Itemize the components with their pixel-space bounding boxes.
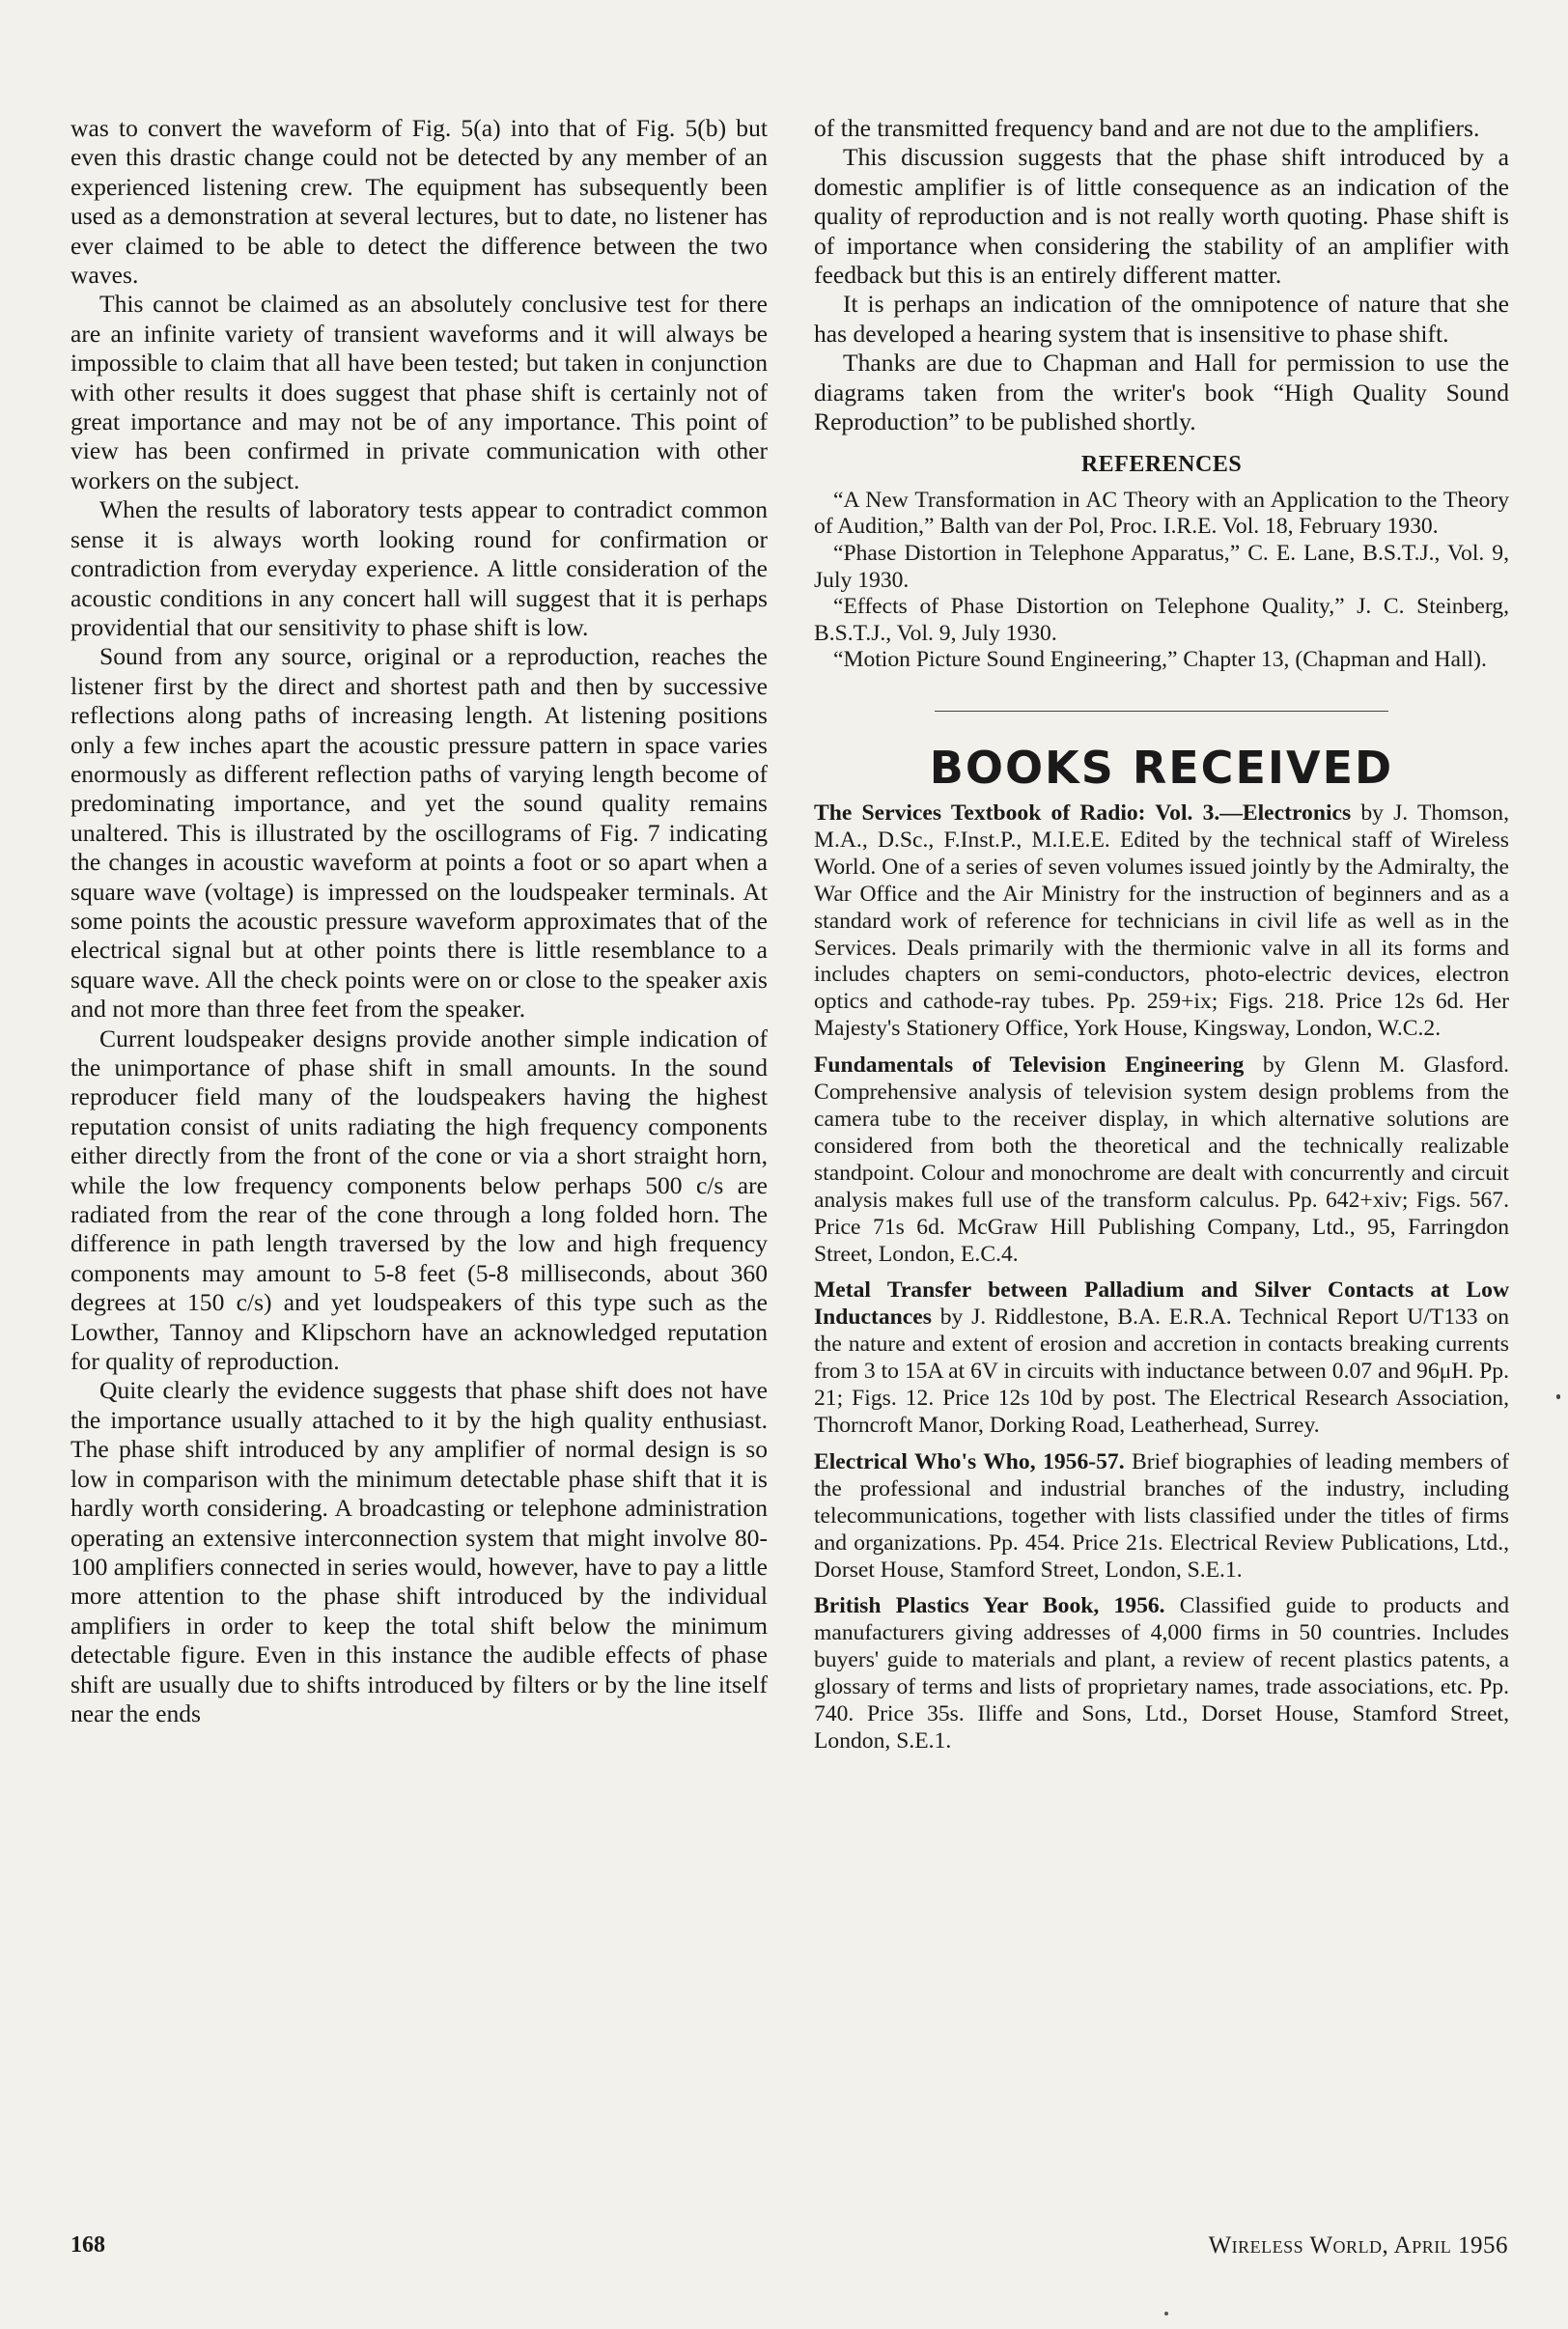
left-column [70, 114, 768, 1728]
reference-item: “Motion Picture Sound Engineering,” Chapter 13, (Chapman and Hall). [833, 647, 1487, 673]
book-title: Electrical Who's Who, 1956-57. [814, 1448, 1125, 1474]
book-title: Fundamentals of Television Engineering [814, 1052, 1245, 1079]
body-paragraph: This discussion suggests that the phase shift introduced by a domestic amplifier is of little consequence as an indication of the quality of reproduction and is not really worth quoting. Phase shift is of importance when considering the stability of an amplifier with feedback but this is an entirely different matter. [814, 143, 1509, 290]
right-column [814, 114, 1509, 1765]
book-description: by Glenn M. Glasford. Comprehensive analysis of television system design problems from the camera tube to the receiver display, in which alternative solutions are considered from both the theoretical and the technically realizable standpoint. Colour and monochrome are dealt with concurrently and circuit analysis makes full use of the transform calculus. Pp. 642+xiv; Figs. 567. Price 71s 6d. McGraw Hill Publishing Company, Ltd., 95, Farringdon Street, London, E.C.4. [814, 1052, 1509, 1267]
book-title: Metal Transfer between Palladium and Silver Contacts at Low Inductances [814, 1277, 1509, 1331]
margin-speck [1556, 1394, 1560, 1399]
bottom-speck [1164, 2312, 1168, 2315]
book-entry [814, 800, 1509, 1043]
book-entry [814, 1052, 1509, 1268]
reference-item: “Effects of Phase Distortion on Telephone Quality,” J. C. Steinberg, B.S.T.J., Vol. 9, July 1930. [814, 594, 1509, 646]
book-description: by J. Riddlestone, B.A. E.R.A. Technical Report U/T133 on the nature and extent of erosion and accretion in contacts breaking currents from 3 to 15A at 6V in circuits with inductance between 0.07 and 96μH. Pp. 21; Figs. 12. Price 12s 10d by post. The Electrical Research Association, Thorncroft Manor, Dorking Road, Leatherhead, Surrey. [814, 1305, 1509, 1438]
book-title: The Services Textbook of Radio: Vol. 3.—Electronics [814, 800, 1352, 827]
books-received-list [814, 800, 1509, 1755]
body-paragraph: Current loudspeaker designs provide another simple indication of the unimportance of phase shift in small amounts. In the sound reproducer field many of the loudspeakers having the highest reputation consist of units radiating the high frequency components either directly from the front of the cone or via a short straight horn, while the low frequency components below perhaps 500 c/s are radiated from the rear of the cone through a long folded horn. The difference in path length traversed by the low and high frequency components may amount to 5-8 feet (5-8 milliseconds, about 360 degrees at 150 c/s) and yet loudspeakers of this type such as the Lowther, Tannoy and Klipschorn have an acknowledged reputation for quality of reproduction. [70, 1024, 768, 1376]
body-paragraph: When the results of laboratory tests appear to contradict common sense it is always worth looking round for confirmation or contradiction from everyday experience. A little consideration of the acoustic conditions in any concert hall will suggest that it is perhaps providential that our sensitivity to phase shift is low. [70, 495, 768, 641]
references-list [814, 488, 1509, 674]
book-description: Classified guide to products and manufacturers giving addresses of 4,000 firms in 50 countries. Includes buyers' guide to materials and plant, a review of recent plastics patents, a glossary of terms and lists of proprietary names, trade associations, etc. Pp. 740. Price 35s. Iliffe and Sons, Ltd., Dorset House, Stamford Street, London, S.E.1. [814, 1593, 1509, 1754]
body-paragraph: Sound from any source, original or a reproduction, reaches the listener first by the direct and shortest path and then by successive reflections along paths of increasing length. At listening positions only a few inches apart the acoustic pressure pattern in space varies enormously as different reflection paths of varying length become of predominating importance, and yet the sound quality remains unaltered. This is illustrated by the oscillograms of Fig. 7 indicating the changes in acoustic waveform at points a foot or so apart when a square wave (voltage) is impressed on the loudspeaker terminals. At some points the acoustic pressure waveform approximates that of the electrical signal but at other points there is little resemblance to a square wave. All the check points were on or close to the speaker axis and not more than three feet from the speaker. [70, 642, 768, 1024]
reference-item: “A New Transformation in AC Theory with an Application to the Theory of Audition,” Balth van der Pol, Proc. I.R.E. Vol. 18, February 1930. [814, 487, 1509, 540]
book-description: Brief biographies of leading members of the professional and industrial branches of the industry, including telecommunications, together with lists classified under the titles of firms and organizations. Pp. 454. Price 21s. Electrical Review Publications, Ltd., Dorset House, Stamford Street, London, S.E.1. [814, 1448, 1509, 1583]
body-paragraph: Quite clearly the evidence suggests that phase shift does not have the importance usually attached to it by the high quality enthusiast. The phase shift introduced by any amplifier of normal design is so low in comparison with the minimum detectable phase shift that it is hardly worth considering. A broadcasting or telephone administration operating an extensive interconnection system that might involve 80-100 amplifiers connected in series would, however, have to pay a little more attention to the phase shift introduced by the individual amplifiers in order to keep the total shift below the minimum detectable figure. Even in this instance the audible effects of phase shift are usually due to shifts introduced by filters or by the line itself near the ends [70, 1376, 768, 1727]
section-divider [935, 711, 1388, 712]
book-entry [814, 1277, 1509, 1439]
book-entry [814, 1449, 1509, 1585]
book-entry [814, 1593, 1509, 1754]
body-paragraph: of the transmitted frequency band and are not due to the amplifiers. [814, 114, 1480, 142]
body-paragraph: This cannot be claimed as an absolutely conclusive test for there are an infinite variety of transient waveforms and it will always be impossible to claim that all have been tested; but taken in conjunction with other results it does suggest that phase shift is certainly not of great importance and may not be of any importance. This point of view has been confirmed in private communication with other workers on the subject. [70, 290, 768, 494]
body-paragraph: It is perhaps an indication of the omnipotence of nature that she has developed a hearing system that is insensitive to phase shift. [814, 290, 1509, 348]
references-heading: REFERENCES [1080, 452, 1243, 478]
body-paragraph: Thanks are due to Chapman and Hall for permission to use the diagrams taken from the writer's book “High Quality Sound Reproduction” to be published shortly. [814, 349, 1509, 436]
page-number: 168 [70, 2232, 105, 2258]
books-received-title: BOOKS RECEIVED [929, 742, 1394, 795]
body-paragraph: was to convert the waveform of Fig. 5(a) into that of Fig. 5(b) but even this drastic change could not be detected by any member of an experienced listening crew. The equipment has subsequently been used as a demonstration at several lectures, but to date, no listener has ever claimed to be able to detect the difference between the two waves. [70, 114, 768, 290]
book-title: British Plastics Year Book, 1956. [814, 1593, 1165, 1619]
book-description: by J. Thomson, M.A., D.Sc., F.Inst.P., M.I.E.E. Edited by the technical staff of Wireless World. One of a series of seven volumes issued jointly by the Admiralty, the War Office and the Air Ministry for the instruction of beginners and as a standard work of reference for technicians in civil life as well as in the Services. Deals primarily with the thermionic valve in all its forms and includes chapters on semi-conductors, photo-electric devices, electron optics and cathode-ray tubes. Pp. 259+ix; Figs. 218. Price 12s 6d. Her Majesty's Stationery Office, York House, Kingsway, London, W.C.2. [814, 800, 1509, 1042]
journal-footer: Wireless World, April 1956 [1208, 2232, 1508, 2259]
reference-item: “Phase Distortion in Telephone Apparatus,” C. E. Lane, B.S.T.J., Vol. 9, July 1930. [814, 541, 1509, 593]
